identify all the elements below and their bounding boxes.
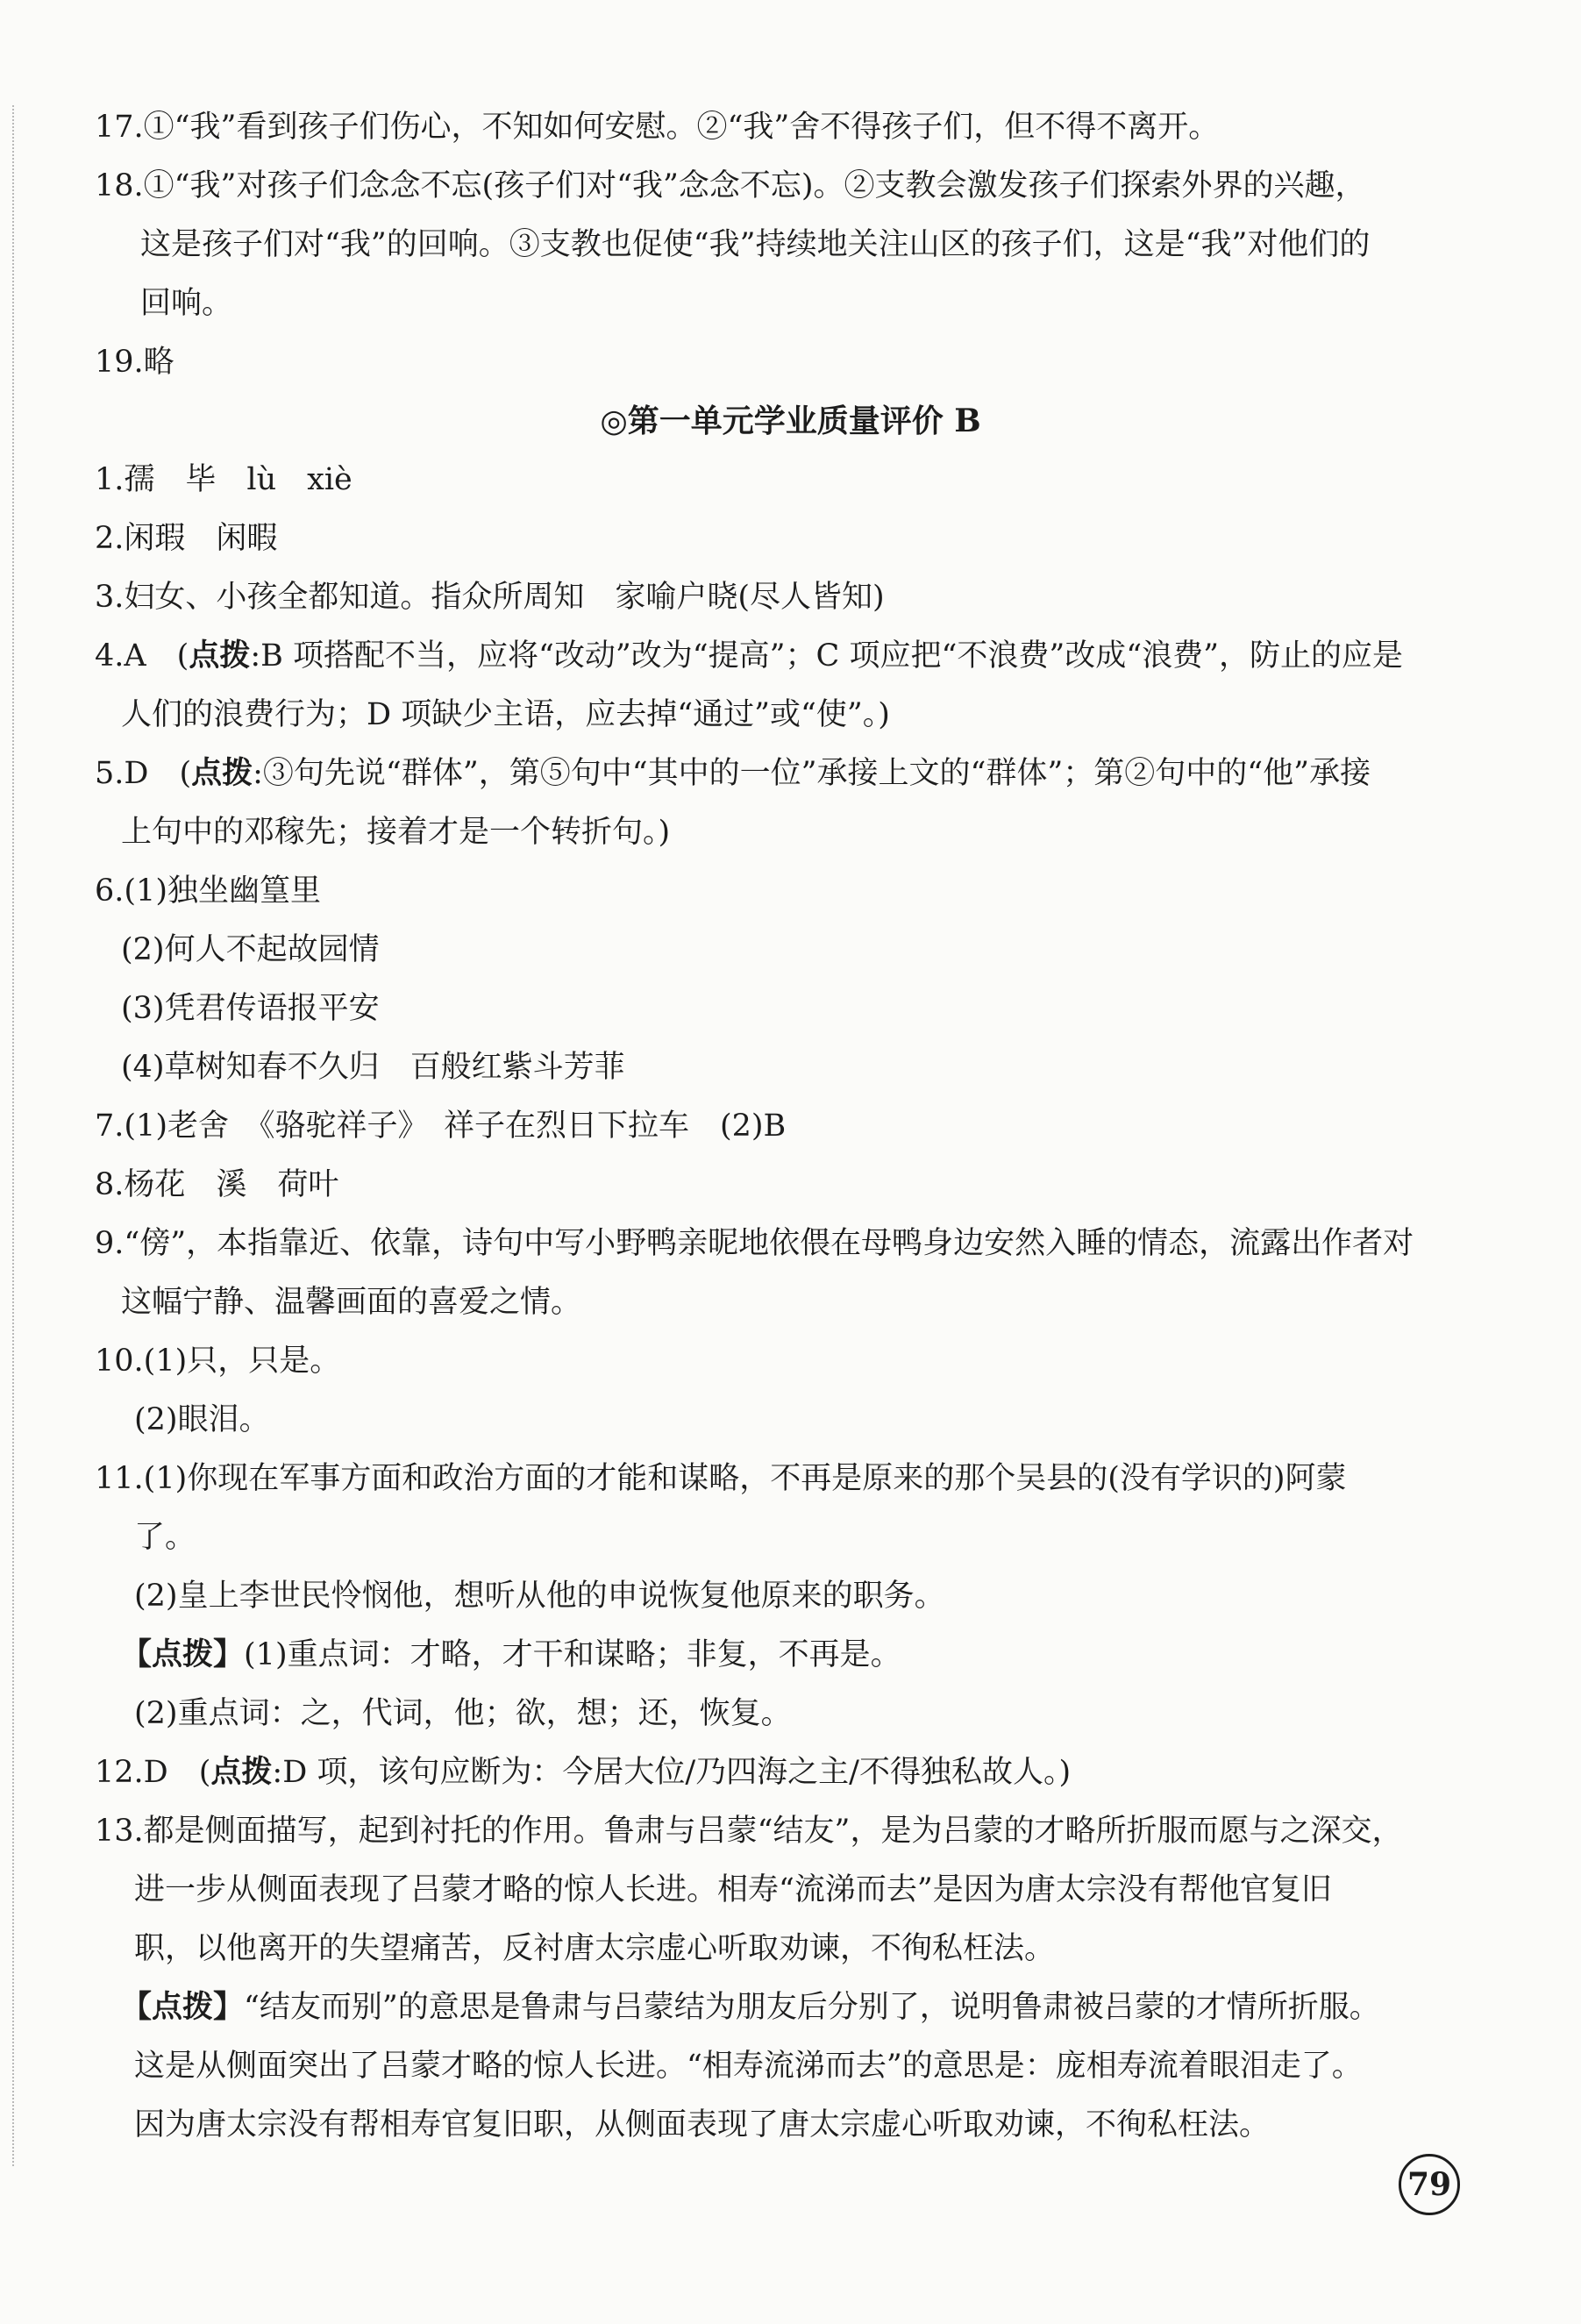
answer-5-tip: :③句先说“群体”，第⑤句中“其中的一位”承接上文的“群体”；第②句中的“他”承接 <box>253 756 1371 791</box>
answer-4-line-2: 人们的浪费行为；D 项缺少主语，应去掉“通过”或“使”。) <box>121 697 890 732</box>
answer-18: 18.①“我”对孩子们念念不忘(孩子们对“我”念念不忘)。②支教会激发孩子们探索外界的兴趣， <box>95 168 1366 203</box>
answer-13-tip-3: 因为唐太宗没有帮相寿官复旧职，从侧面表现了唐太宗虚心听取劝谏，不徇私枉法。 <box>134 2107 1271 2142</box>
answer-5 <box>95 754 1371 793</box>
answer-6-4: (4)草树知春不久归 百般红紫斗芳菲 <box>121 1050 625 1085</box>
answer-11-tip-label: 【点拨】 <box>121 1636 245 1672</box>
answer-11-tip-1: (1)重点词：才略，才干和谋略；非复，不再是。 <box>244 1637 901 1672</box>
answer-18-line-3: 回响。 <box>140 286 233 321</box>
answer-12-tip: :D 项，该句应断为：今居大位/乃四海之主/不得独私故人。) <box>272 1755 1072 1790</box>
answer-12-number: 12.D ( <box>95 1755 211 1790</box>
answer-9: 9.“傍”，本指靠近、依靠，诗句中写小野鸭亲昵地依偎在母鸭身边安然入睡的情态，流露出作者对 <box>95 1226 1414 1261</box>
answer-17: 17.①“我”看到孩子们伤心，不知如何安慰。②“我”舍不得孩子们，但不得不离开。 <box>95 110 1220 145</box>
answer-6-1: 6.(1)独坐幽篁里 <box>95 873 321 909</box>
answer-13-tip-1: “结友而别”的意思是鲁肃与吕蒙结为朋友后分别了，说明鲁肃被吕蒙的才情所折服。 <box>244 1990 1380 2025</box>
answer-18-line-2: 这是孩子们对“我”的回响。③支教也促使“我”持续地关注山区的孩子们，这是“我”对他们的 <box>140 227 1371 262</box>
answer-10-2: (2)眼泪。 <box>134 1402 270 1437</box>
answer-11-tip <box>121 1636 901 1674</box>
answer-2: 2.闲瑕 闲暇 <box>95 521 278 556</box>
answer-12-tip-label: 点拨 <box>210 1754 273 1790</box>
answer-10-1: 10.(1)只，只是。 <box>95 1344 341 1379</box>
answer-4 <box>95 637 1403 675</box>
answer-6-2: (2)何人不起故园情 <box>121 932 380 967</box>
section-title: ◎第一单元学业质量评价 B <box>600 403 981 439</box>
answer-13-tip-2: 这是从侧面突出了吕蒙才略的惊人长进。“相寿流涕而去”的意思是：庞相寿流着眼泪走了。 <box>134 2049 1363 2084</box>
answer-4-tip-label: 点拨 <box>189 638 251 674</box>
answer-4-number: 4.A ( <box>95 638 189 674</box>
answer-13-tip <box>121 1988 1380 2027</box>
answer-11-tip-2: (2)重点词：之，代词，他；欲，想；还，恢复。 <box>134 1696 792 1731</box>
answer-7: 7.(1)老舍 《骆驼祥子》 祥子在烈日下拉车 (2)B <box>95 1109 787 1144</box>
answer-5-line-2: 上句中的邓稼先；接着才是一个转折句。) <box>121 815 671 850</box>
answer-3: 3.妇女、小孩全都知道。指众所周知 家喻户晓(尽人皆知) <box>95 580 885 615</box>
answer-11-2: (2)皇上李世民怜悯他，想听从他的申说恢复他原来的职务。 <box>134 1579 945 1614</box>
answer-13: 13.都是侧面描写，起到衬托的作用。鲁肃与吕蒙“结友”，是为吕蒙的才略所折服而愿与之深交， <box>95 1814 1403 1849</box>
answer-12 <box>95 1753 1071 1792</box>
answer-5-number: 5.D ( <box>95 756 192 791</box>
answer-4-tip: :B 项搭配不当，应将“改动”改为“提高”；C 项应把“不浪费”改成“浪费”，防止的应是 <box>250 638 1404 674</box>
answer-13-tip-label: 【点拨】 <box>121 1989 245 2025</box>
answer-19: 19.略 <box>95 345 174 380</box>
answer-5-tip-label: 点拨 <box>191 755 253 791</box>
page-number: 79 <box>1399 2154 1460 2215</box>
answer-1: 1.孺 毕 lù xiè <box>95 462 353 497</box>
answer-11-1-line-2: 了。 <box>134 1520 196 1555</box>
answer-6-3: (3)凭君传语报平安 <box>121 991 380 1026</box>
answer-13-line-3: 职，以他离开的失望痛苦，反衬唐太宗虚心听取劝谏，不徇私枉法。 <box>134 1931 1056 1966</box>
answer-13-line-2: 进一步从侧面表现了吕蒙才略的惊人长进。相寿“流涕而去”是因为唐太宗没有帮他官复旧 <box>134 1872 1332 1907</box>
answer-11-1: 11.(1)你现在军事方面和政治方面的才能和谋略，不再是原来的那个吴县的(没有学识的)阿蒙 <box>95 1461 1347 1496</box>
answer-9-line-2: 这幅宁静、温馨画面的喜爱之情。 <box>121 1285 582 1320</box>
answer-8: 8.杨花 溪 荷叶 <box>95 1167 339 1202</box>
